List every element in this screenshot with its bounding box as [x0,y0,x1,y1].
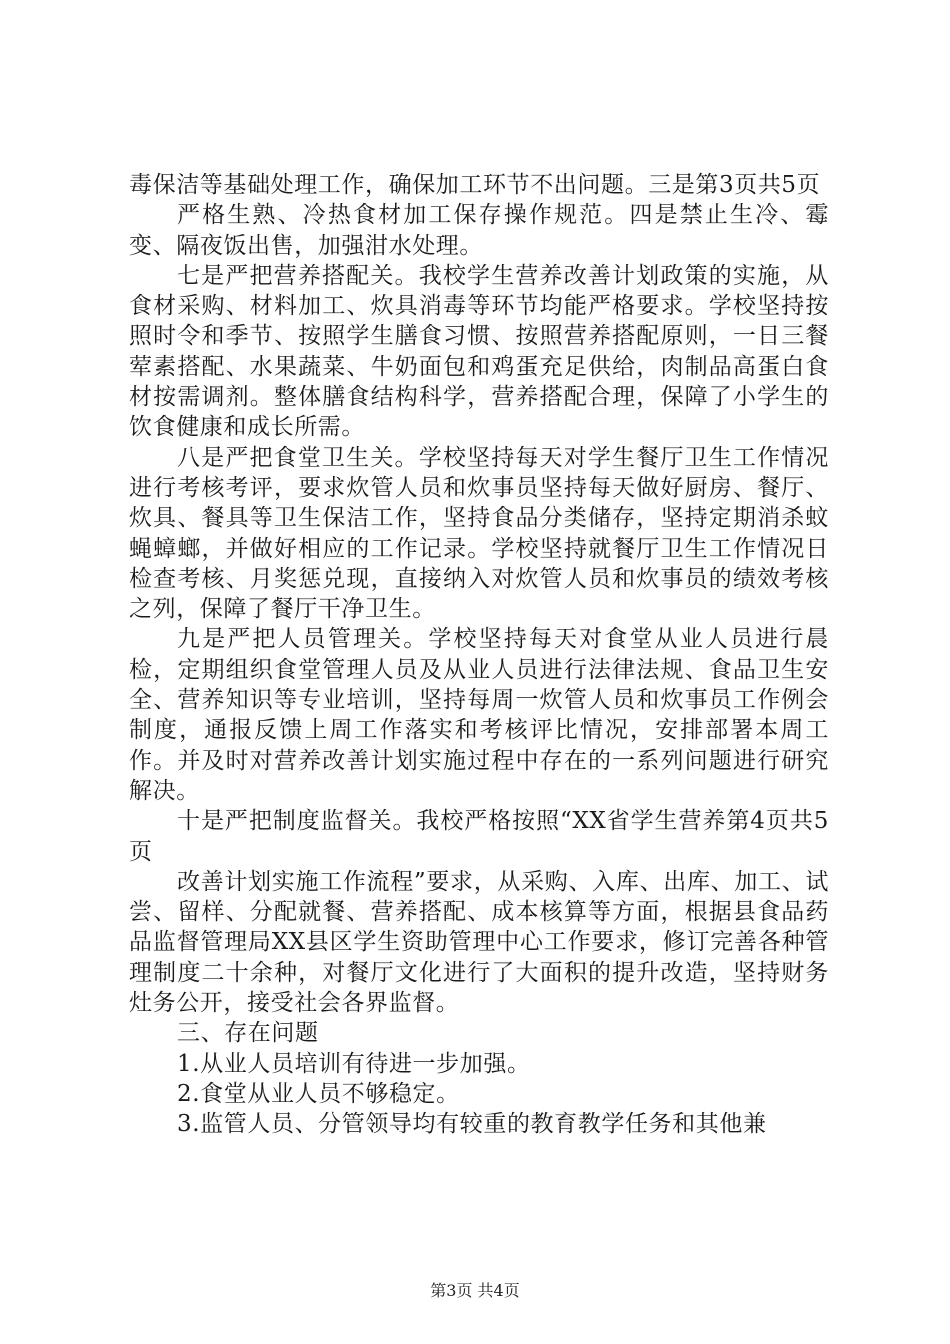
document-body [129,170,829,1140]
list-item: 3.监管人员、分管领导均有较重的教育教学任务和其他兼 [177,1111,767,1138]
paragraph-2: 严格生熟、冷热食材加工保存操作规范。四是禁止生冷、霉变、隔夜饭出售，加强泔水处理。 [129,202,829,259]
paragraph-3: 七是严把营养搭配关。我校学生营养改善计划政策的实施，从食材采购、材料加工、炊具消毒等环节均能严格要求。学校坚持按照时令和季节、按照学生膳食习惯、按照营养搭配原则，一日三餐荤素搭配、水果蔬菜、牛奶面包和鸡蛋充足供给，肉制品高蛋白食材按需调剂。整体膳食结构科学，营养搭配合理，保障了小学生的饮食健康和成长所需。 [129,262,829,441]
page-footer: 第3页 共4页 [430,1281,520,1300]
paragraph-7: 改善计划实施工作流程”要求，从采购、入库、出库、加工、试尝、留样、分配就餐、营养搭配、成本核算等方面，根据县食品药品监督管理局XX县区学生资助管理中心工作要求，修订完善各种管理制度二十余种，对餐厅文化进行了大面积的提升改造，坚持财务灶务公开，接受社会各界监督。 [129,868,829,1017]
paragraph-6: 十是严把制度监督关。我校严格按照“XX省学生营养第4页共5页 [129,808,829,865]
list-item: 1.从业人员培训有待进一步加强。 [177,1050,531,1077]
paragraph-1: 毒保洁等基础处理工作，确保加工环节不出问题。三是第3页共5页 [129,172,821,198]
list-item: 2.食堂从业人员不够稳定。 [177,1080,460,1107]
section-heading: 三、存在问题 [177,1020,319,1047]
paragraph-5: 九是严把人员管理关。学校坚持每天对食堂从业人员进行晨检，定期组织食堂管理人员及从业人员进行法律法规、食品卫生安全、营养知识等专业培训，坚持每周一炊管人员和炊事员工作例会制度，通报反馈上周工作落实和考核评比情况，安排部署本周工作。并及时对营养改善计划实施过程中存在的一系列问题进行研究解决。 [129,626,829,804]
paragraph-4: 八是严把食堂卫生关。学校坚持每天对学生餐厅卫生工作情况进行考核考评，要求炊管人员和炊事员坚持每天做好厨房、餐厅、炊具、餐具等卫生保洁工作，坚持食品分类储存，坚持定期消杀蚊蝇蟑螂，并做好相应的工作记录。学校坚持就餐厅卫生工作情况日检查考核、月奖惩兑现，直接纳入对炊管人员和炊事员的绩效考核之列，保障了餐厅干净卫生。 [129,444,829,623]
